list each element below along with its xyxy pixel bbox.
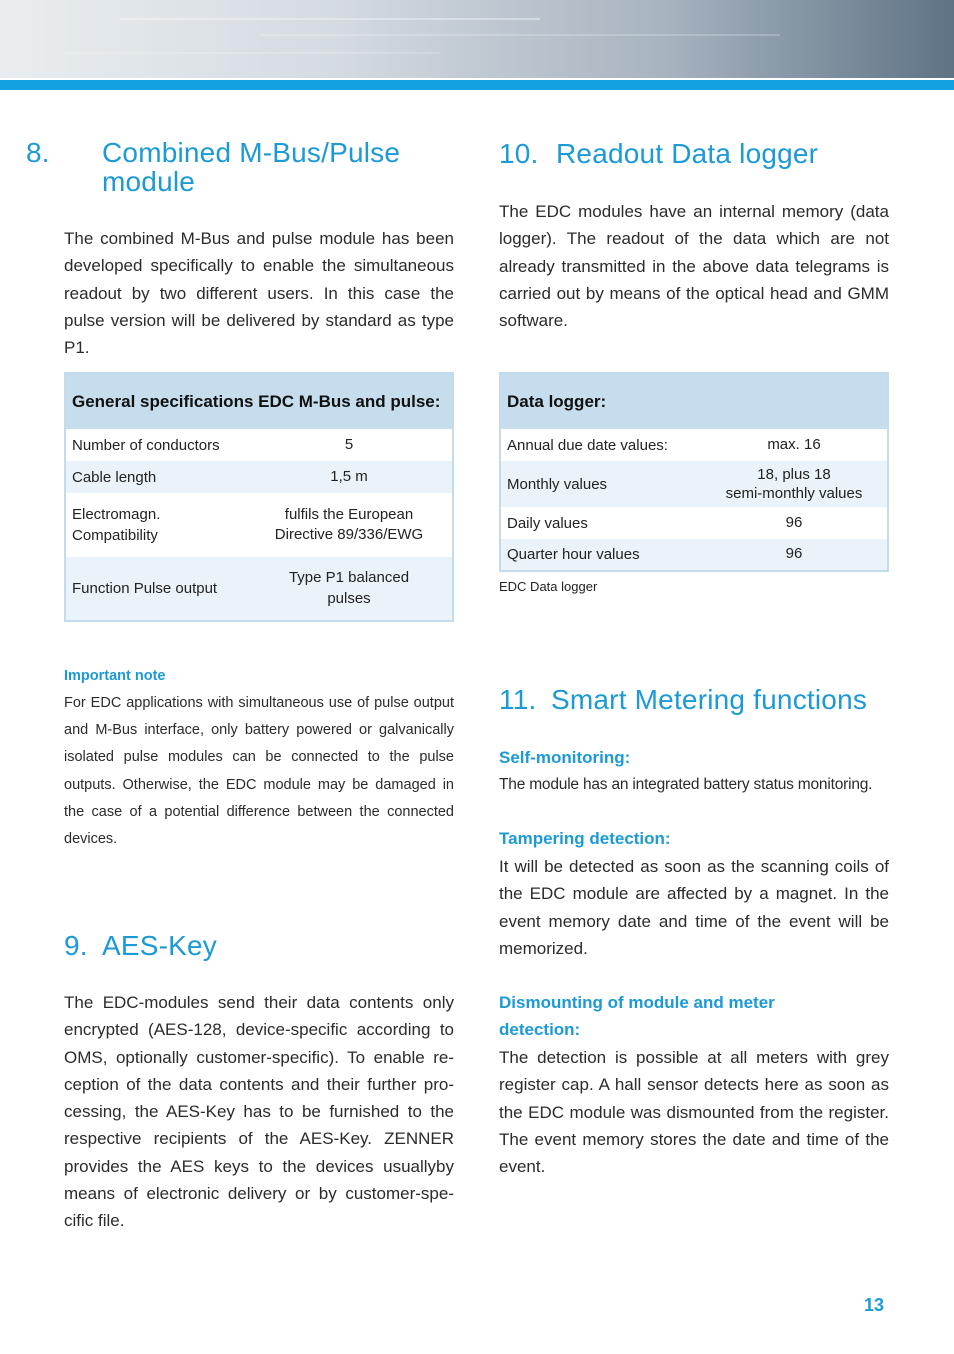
section-8-title: 8. Combined M-Bus/Pulse module bbox=[26, 137, 401, 197]
table-row: Cable length 1,5 m bbox=[66, 461, 452, 493]
section-11-title: 11. Smart Metering functions bbox=[499, 684, 868, 715]
section-10-body: The EDC modules have an internal memory (data logger). The readout of the data which are not already transmitted in the above data telegrams is carried out by means of the optical head and GMM software. bbox=[499, 202, 889, 331]
spec-table-general bbox=[64, 372, 454, 622]
header-rule bbox=[0, 80, 954, 90]
data-logger-caption: EDC Data logger bbox=[499, 579, 598, 594]
table-row: Monthly values 18, plus 18 semi-monthly values bbox=[501, 461, 887, 507]
table-row: Quarter hour values 96 bbox=[501, 539, 887, 570]
data-logger-title: Data logger: bbox=[501, 374, 887, 429]
table-row: Electromagn. Compatibility fulfils the European Directive 89/336/EWG bbox=[72, 505, 424, 544]
page-number: 13 bbox=[864, 1295, 885, 1315]
table-row: Daily values 96 bbox=[507, 513, 803, 532]
important-note-title: Important note bbox=[64, 668, 166, 684]
important-note-body: For EDC applications with simultaneous use of pulse output and M-Bus interface, only battery powered or galvanically isolated pulse modules can be connected to the pulse outputs. Otherwise, the EDC module may be damaged in the case of a potential difference between the connected devices. bbox=[64, 695, 454, 848]
spec-table-title: General specifications EDC M-Bus and pulse: bbox=[66, 374, 452, 429]
tampering-body: It will be detected as soon as the scanning coils of the EDC module are affected by a magnet. In the event memory date and time of the event will be memorized. bbox=[499, 857, 889, 958]
table-row: Function Pulse output Type P1 balanced pulses bbox=[66, 557, 452, 620]
section-9-title: 9. AES-Key bbox=[64, 930, 217, 961]
dismounting-heading: Dismounting of module and meter detection: bbox=[499, 993, 775, 1039]
table-row: Annual due date values: max. 16 bbox=[507, 435, 821, 454]
data-logger-table bbox=[499, 372, 889, 572]
dismounting-body: The detection is possible at all meters with grey register cap. A hall sensor detects here as soon as the EDC module was dismounted from the register. The event memory stores the date and time of the event. bbox=[499, 1048, 889, 1177]
tampering-heading: Tampering detection: bbox=[499, 829, 671, 848]
self-monitoring-heading: Self-monitoring: bbox=[499, 748, 631, 767]
section-8-body: The combined M-Bus and pulse module has been developed specifically to enable the simultaneous readout by two different users. In this case the pulse version will be delivered by standard as type P1. bbox=[64, 229, 454, 358]
section-10-title: 10. Readout Data logger bbox=[499, 138, 819, 169]
self-monitoring-body: The module has an integrated battery status monitoring. bbox=[499, 776, 873, 793]
table-row: Number of conductors 5 bbox=[72, 435, 354, 454]
header-banner bbox=[0, 0, 954, 78]
section-9-body: The EDC-modules send their data contents only encrypted (AES-128, device-specific according to OMS, optionally customer-specific). To enable reception of the data contents and their further processing, the AES-Key has to be furnished to the respective recipients of the AES-Key. ZENNER provides the AES keys to the devices usuallyby means of electronic delivery or by customer-specific file. bbox=[64, 993, 454, 1231]
